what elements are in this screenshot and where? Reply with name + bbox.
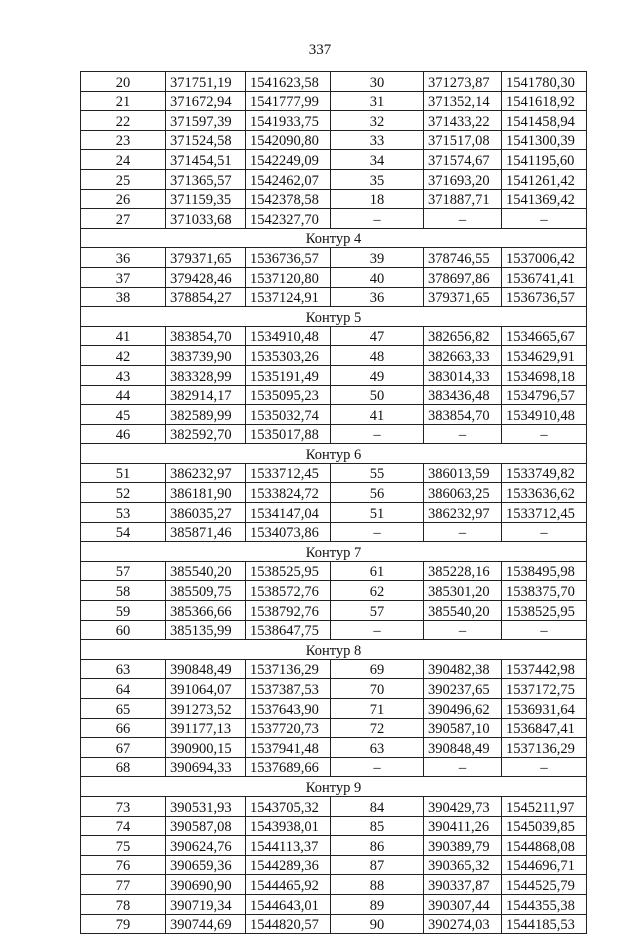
y-coordinate-cell: 1534698,18	[502, 365, 587, 385]
point-number-cell: 23	[81, 130, 166, 150]
point-number-cell: 45	[81, 405, 166, 425]
y-coordinate-cell: –	[502, 757, 587, 777]
y-coordinate-cell: 1533749,82	[502, 463, 587, 483]
point-number-cell: 22	[81, 111, 166, 131]
section-header-row	[81, 640, 587, 660]
y-coordinate-cell: 1533712,45	[502, 503, 587, 523]
x-coordinate-cell: 371672,94	[166, 91, 246, 111]
y-coordinate-cell: 1533824,72	[246, 483, 331, 503]
section-header-row	[81, 444, 587, 464]
table-row	[81, 91, 587, 111]
y-coordinate-cell: 1544696,71	[502, 855, 587, 875]
point-number-cell: 31	[331, 91, 424, 111]
point-number-cell: 18	[331, 189, 424, 209]
point-number-cell: 64	[81, 679, 166, 699]
x-coordinate-cell: 378697,86	[424, 267, 502, 287]
table-row	[81, 718, 587, 738]
x-coordinate-cell: 382663,33	[424, 346, 502, 366]
point-number-cell: 32	[331, 111, 424, 131]
table-row	[81, 248, 587, 268]
y-coordinate-cell: 1535032,74	[246, 405, 331, 425]
table-row	[81, 620, 587, 640]
x-coordinate-cell: 371352,14	[424, 91, 502, 111]
point-number-cell: 43	[81, 365, 166, 385]
table-row	[81, 875, 587, 895]
x-coordinate-cell: 378854,27	[166, 287, 246, 307]
y-coordinate-cell: 1534665,67	[502, 326, 587, 346]
point-number-cell: 60	[81, 620, 166, 640]
table-row	[81, 914, 587, 934]
point-number-cell: 63	[331, 738, 424, 758]
y-coordinate-cell: 1542378,58	[246, 189, 331, 209]
point-number-cell: 78	[81, 894, 166, 914]
point-number-cell: 72	[331, 718, 424, 738]
table-row	[81, 405, 587, 425]
point-number-cell: 76	[81, 855, 166, 875]
y-coordinate-cell: 1544525,79	[502, 875, 587, 895]
y-coordinate-cell: 1534073,86	[246, 522, 331, 542]
y-coordinate-cell: 1541933,75	[246, 111, 331, 131]
x-coordinate-cell: 385228,16	[424, 561, 502, 581]
x-coordinate-cell: 390719,34	[166, 894, 246, 914]
point-number-cell: 26	[81, 189, 166, 209]
x-coordinate-cell: 390690,90	[166, 875, 246, 895]
x-coordinate-cell: 390624,76	[166, 836, 246, 856]
point-number-cell: 77	[81, 875, 166, 895]
x-coordinate-cell: 371365,57	[166, 169, 246, 189]
table-row	[81, 209, 587, 229]
y-coordinate-cell: 1537720,73	[246, 718, 331, 738]
table-row	[81, 522, 587, 542]
x-coordinate-cell: 371574,67	[424, 150, 502, 170]
y-coordinate-cell: 1534147,04	[246, 503, 331, 523]
point-number-cell: 20	[81, 72, 166, 92]
point-number-cell: 44	[81, 385, 166, 405]
x-coordinate-cell: 382589,99	[166, 405, 246, 425]
table-row	[81, 463, 587, 483]
y-coordinate-cell: 1545039,85	[502, 816, 587, 836]
point-number-cell: 57	[81, 561, 166, 581]
x-coordinate-cell: 383854,70	[166, 326, 246, 346]
y-coordinate-cell: 1538572,76	[246, 581, 331, 601]
x-coordinate-cell: 371517,08	[424, 130, 502, 150]
section-header-row	[81, 228, 587, 248]
section-title: Контур 6	[81, 444, 587, 464]
table-row	[81, 855, 587, 875]
y-coordinate-cell: 1538792,76	[246, 601, 331, 621]
y-coordinate-cell: 1542249,09	[246, 150, 331, 170]
point-number-cell: 21	[81, 91, 166, 111]
table-row	[81, 659, 587, 679]
table-row	[81, 836, 587, 856]
x-coordinate-cell: 390274,03	[424, 914, 502, 934]
y-coordinate-cell: 1538525,95	[246, 561, 331, 581]
x-coordinate-cell: 386181,90	[166, 483, 246, 503]
point-number-cell: 39	[331, 248, 424, 268]
y-coordinate-cell: 1541261,42	[502, 169, 587, 189]
x-coordinate-cell: 390482,38	[424, 659, 502, 679]
point-number-cell: 34	[331, 150, 424, 170]
x-coordinate-cell: 386232,97	[424, 503, 502, 523]
table-row	[81, 503, 587, 523]
y-coordinate-cell: 1544465,92	[246, 875, 331, 895]
x-coordinate-cell: 379371,65	[166, 248, 246, 268]
table-row	[81, 111, 587, 131]
x-coordinate-cell: 391273,52	[166, 699, 246, 719]
y-coordinate-cell: 1541195,60	[502, 150, 587, 170]
x-coordinate-cell: 390237,65	[424, 679, 502, 699]
y-coordinate-cell: 1535303,26	[246, 346, 331, 366]
x-coordinate-cell: 371693,20	[424, 169, 502, 189]
point-number-cell: 63	[81, 659, 166, 679]
table-row	[81, 385, 587, 405]
y-coordinate-cell: 1533636,62	[502, 483, 587, 503]
table-row	[81, 365, 587, 385]
y-coordinate-cell: 1534796,57	[502, 385, 587, 405]
x-coordinate-cell: 390307,44	[424, 894, 502, 914]
table-row	[81, 483, 587, 503]
table-row	[81, 757, 587, 777]
point-number-cell: 36	[81, 248, 166, 268]
y-coordinate-cell: 1536736,57	[502, 287, 587, 307]
section-title: Контур 5	[81, 307, 587, 327]
y-coordinate-cell: 1541618,92	[502, 91, 587, 111]
y-coordinate-cell: 1537136,29	[502, 738, 587, 758]
y-coordinate-cell: 1537643,90	[246, 699, 331, 719]
point-number-cell: 85	[331, 816, 424, 836]
point-number-cell: 47	[331, 326, 424, 346]
table-row	[81, 601, 587, 621]
x-coordinate-cell: 390411,26	[424, 816, 502, 836]
point-number-cell: –	[331, 620, 424, 640]
point-number-cell: 41	[331, 405, 424, 425]
y-coordinate-cell: 1542327,70	[246, 209, 331, 229]
x-coordinate-cell: 390587,08	[166, 816, 246, 836]
point-number-cell: 66	[81, 718, 166, 738]
x-coordinate-cell: –	[424, 424, 502, 444]
y-coordinate-cell: 1538495,98	[502, 561, 587, 581]
x-coordinate-cell: 386013,59	[424, 463, 502, 483]
x-coordinate-cell: 385135,99	[166, 620, 246, 640]
y-coordinate-cell: 1544289,36	[246, 855, 331, 875]
section-header-row	[81, 542, 587, 562]
point-number-cell: 48	[331, 346, 424, 366]
table-row	[81, 679, 587, 699]
point-number-cell: 53	[81, 503, 166, 523]
y-coordinate-cell: 1534629,91	[502, 346, 587, 366]
point-number-cell: 69	[331, 659, 424, 679]
y-coordinate-cell: 1543705,32	[246, 796, 331, 816]
table-row	[81, 816, 587, 836]
x-coordinate-cell: 386232,97	[166, 463, 246, 483]
table-row	[81, 894, 587, 914]
y-coordinate-cell: 1541300,39	[502, 130, 587, 150]
y-coordinate-cell: 1541777,99	[246, 91, 331, 111]
table-row	[81, 72, 587, 92]
y-coordinate-cell: 1534910,48	[246, 326, 331, 346]
point-number-cell: 30	[331, 72, 424, 92]
y-coordinate-cell: 1544643,01	[246, 894, 331, 914]
x-coordinate-cell: 390659,36	[166, 855, 246, 875]
point-number-cell: 41	[81, 326, 166, 346]
y-coordinate-cell: 1537442,98	[502, 659, 587, 679]
y-coordinate-cell: 1545211,97	[502, 796, 587, 816]
point-number-cell: 86	[331, 836, 424, 856]
x-coordinate-cell: 385366,66	[166, 601, 246, 621]
y-coordinate-cell: –	[502, 522, 587, 542]
table-row	[81, 346, 587, 366]
point-number-cell: 58	[81, 581, 166, 601]
x-coordinate-cell: 383739,90	[166, 346, 246, 366]
table-row	[81, 738, 587, 758]
section-header-row	[81, 307, 587, 327]
coordinates-table	[80, 71, 587, 934]
point-number-cell: 68	[81, 757, 166, 777]
y-coordinate-cell: 1535191,49	[246, 365, 331, 385]
section-title: Контур 4	[81, 228, 587, 248]
y-coordinate-cell: –	[502, 620, 587, 640]
point-number-cell: 33	[331, 130, 424, 150]
table-row	[81, 699, 587, 719]
x-coordinate-cell: 382914,17	[166, 385, 246, 405]
point-number-cell: 27	[81, 209, 166, 229]
y-coordinate-cell: 1537120,80	[246, 267, 331, 287]
x-coordinate-cell: 371273,87	[424, 72, 502, 92]
point-number-cell: 49	[331, 365, 424, 385]
x-coordinate-cell: 371033,68	[166, 209, 246, 229]
point-number-cell: 65	[81, 699, 166, 719]
point-number-cell: 42	[81, 346, 166, 366]
point-number-cell: 25	[81, 169, 166, 189]
point-number-cell: 87	[331, 855, 424, 875]
point-number-cell: 54	[81, 522, 166, 542]
point-number-cell: 50	[331, 385, 424, 405]
y-coordinate-cell: 1543938,01	[246, 816, 331, 836]
point-number-cell: 71	[331, 699, 424, 719]
x-coordinate-cell: 371597,39	[166, 111, 246, 131]
y-coordinate-cell: 1544113,37	[246, 836, 331, 856]
y-coordinate-cell: 1536736,57	[246, 248, 331, 268]
x-coordinate-cell: 390694,33	[166, 757, 246, 777]
y-coordinate-cell: 1535017,88	[246, 424, 331, 444]
x-coordinate-cell: 371751,19	[166, 72, 246, 92]
x-coordinate-cell: 390900,15	[166, 738, 246, 758]
point-number-cell: 51	[81, 463, 166, 483]
x-coordinate-cell: 371524,58	[166, 130, 246, 150]
y-coordinate-cell: 1544355,38	[502, 894, 587, 914]
point-number-cell: –	[331, 757, 424, 777]
y-coordinate-cell: 1536847,41	[502, 718, 587, 738]
point-number-cell: 73	[81, 796, 166, 816]
x-coordinate-cell: –	[424, 620, 502, 640]
point-number-cell: 37	[81, 267, 166, 287]
x-coordinate-cell: 383854,70	[424, 405, 502, 425]
y-coordinate-cell: 1535095,23	[246, 385, 331, 405]
x-coordinate-cell: –	[424, 522, 502, 542]
x-coordinate-cell: 371433,22	[424, 111, 502, 131]
x-coordinate-cell: 378746,55	[424, 248, 502, 268]
section-title: Контур 9	[81, 777, 587, 797]
point-number-cell: 51	[331, 503, 424, 523]
point-number-cell: 70	[331, 679, 424, 699]
point-number-cell: 55	[331, 463, 424, 483]
x-coordinate-cell: 390531,93	[166, 796, 246, 816]
y-coordinate-cell: 1544868,08	[502, 836, 587, 856]
x-coordinate-cell: 391177,13	[166, 718, 246, 738]
point-number-cell: –	[331, 424, 424, 444]
x-coordinate-cell: 390744,69	[166, 914, 246, 934]
point-number-cell: 89	[331, 894, 424, 914]
table-row	[81, 326, 587, 346]
x-coordinate-cell: 390848,49	[166, 659, 246, 679]
point-number-cell: 74	[81, 816, 166, 836]
table-row	[81, 169, 587, 189]
point-number-cell: 90	[331, 914, 424, 934]
table-row	[81, 581, 587, 601]
x-coordinate-cell: 371159,35	[166, 189, 246, 209]
table-row	[81, 424, 587, 444]
y-coordinate-cell: 1537387,53	[246, 679, 331, 699]
x-coordinate-cell: 390429,73	[424, 796, 502, 816]
point-number-cell: 24	[81, 150, 166, 170]
point-number-cell: –	[331, 522, 424, 542]
y-coordinate-cell: 1538647,75	[246, 620, 331, 640]
page-number: 337	[308, 42, 332, 58]
table-row	[81, 130, 587, 150]
x-coordinate-cell: 385540,20	[424, 601, 502, 621]
section-title: Контур 8	[81, 640, 587, 660]
point-number-cell: 67	[81, 738, 166, 758]
y-coordinate-cell: 1536931,64	[502, 699, 587, 719]
y-coordinate-cell: 1541458,94	[502, 111, 587, 131]
point-number-cell: 36	[331, 287, 424, 307]
x-coordinate-cell: 390389,79	[424, 836, 502, 856]
table-row	[81, 287, 587, 307]
x-coordinate-cell: 385509,75	[166, 581, 246, 601]
y-coordinate-cell: 1537941,48	[246, 738, 331, 758]
section-header-row	[81, 777, 587, 797]
point-number-cell: –	[331, 209, 424, 229]
x-coordinate-cell: 390848,49	[424, 738, 502, 758]
x-coordinate-cell: –	[424, 757, 502, 777]
x-coordinate-cell: 379428,46	[166, 267, 246, 287]
y-coordinate-cell: 1534910,48	[502, 405, 587, 425]
point-number-cell: 75	[81, 836, 166, 856]
y-coordinate-cell: 1537136,29	[246, 659, 331, 679]
y-coordinate-cell: 1544820,57	[246, 914, 331, 934]
x-coordinate-cell: 385871,46	[166, 522, 246, 542]
table-row	[81, 561, 587, 581]
y-coordinate-cell: 1538375,70	[502, 581, 587, 601]
x-coordinate-cell: 391064,07	[166, 679, 246, 699]
y-coordinate-cell: 1537689,66	[246, 757, 331, 777]
x-coordinate-cell: 385540,20	[166, 561, 246, 581]
x-coordinate-cell: 383014,33	[424, 365, 502, 385]
y-coordinate-cell: 1538525,95	[502, 601, 587, 621]
x-coordinate-cell: 383436,48	[424, 385, 502, 405]
y-coordinate-cell: 1542462,07	[246, 169, 331, 189]
x-coordinate-cell: 382592,70	[166, 424, 246, 444]
x-coordinate-cell: 390365,32	[424, 855, 502, 875]
y-coordinate-cell: 1537172,75	[502, 679, 587, 699]
table-row	[81, 796, 587, 816]
x-coordinate-cell: 386063,25	[424, 483, 502, 503]
x-coordinate-cell: 390496,62	[424, 699, 502, 719]
y-coordinate-cell: 1541780,30	[502, 72, 587, 92]
y-coordinate-cell: 1537006,42	[502, 248, 587, 268]
point-number-cell: 57	[331, 601, 424, 621]
y-coordinate-cell: 1537124,91	[246, 287, 331, 307]
x-coordinate-cell: 383328,99	[166, 365, 246, 385]
y-coordinate-cell: –	[502, 424, 587, 444]
x-coordinate-cell: 382656,82	[424, 326, 502, 346]
point-number-cell: 52	[81, 483, 166, 503]
x-coordinate-cell: 390337,87	[424, 875, 502, 895]
table-row	[81, 150, 587, 170]
point-number-cell: 35	[331, 169, 424, 189]
coordinates-table-body	[81, 72, 587, 934]
point-number-cell: 62	[331, 581, 424, 601]
point-number-cell: 59	[81, 601, 166, 621]
point-number-cell: 38	[81, 287, 166, 307]
y-coordinate-cell: 1544185,53	[502, 914, 587, 934]
y-coordinate-cell: 1541623,58	[246, 72, 331, 92]
x-coordinate-cell: 386035,27	[166, 503, 246, 523]
point-number-cell: 61	[331, 561, 424, 581]
point-number-cell: 56	[331, 483, 424, 503]
x-coordinate-cell: 385301,20	[424, 581, 502, 601]
point-number-cell: 46	[81, 424, 166, 444]
point-number-cell: 79	[81, 914, 166, 934]
x-coordinate-cell: –	[424, 209, 502, 229]
y-coordinate-cell: –	[502, 209, 587, 229]
table-row	[81, 267, 587, 287]
table-row	[81, 189, 587, 209]
section-title: Контур 7	[81, 542, 587, 562]
point-number-cell: 40	[331, 267, 424, 287]
y-coordinate-cell: 1541369,42	[502, 189, 587, 209]
x-coordinate-cell: 379371,65	[424, 287, 502, 307]
y-coordinate-cell: 1542090,80	[246, 130, 331, 150]
x-coordinate-cell: 371887,71	[424, 189, 502, 209]
x-coordinate-cell: 371454,51	[166, 150, 246, 170]
y-coordinate-cell: 1533712,45	[246, 463, 331, 483]
point-number-cell: 88	[331, 875, 424, 895]
x-coordinate-cell: 390587,10	[424, 718, 502, 738]
y-coordinate-cell: 1536741,41	[502, 267, 587, 287]
point-number-cell: 84	[331, 796, 424, 816]
